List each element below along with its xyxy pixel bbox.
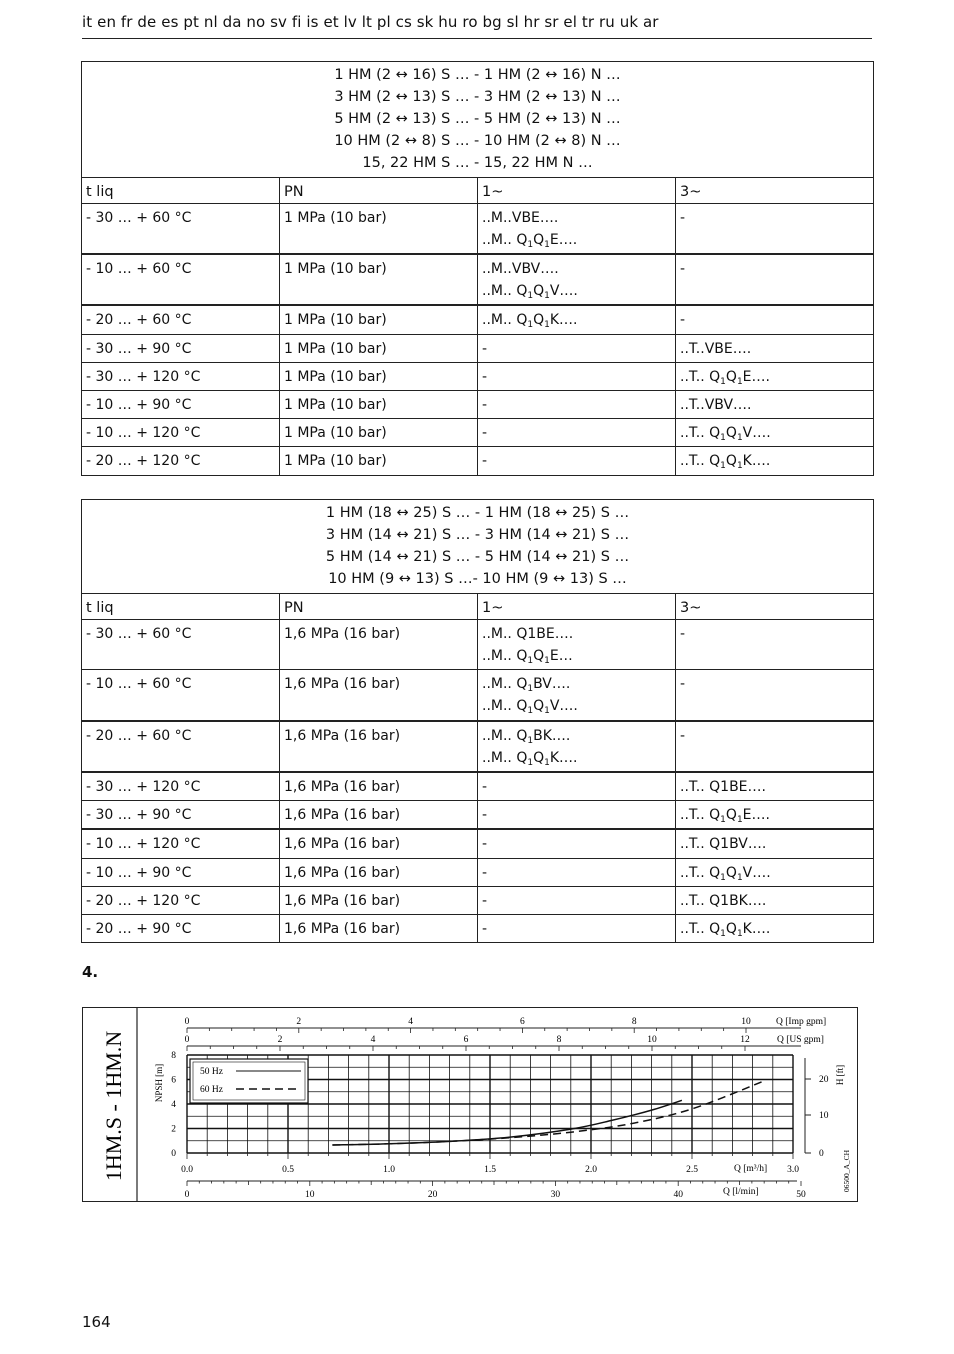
cell-text: 1 MPa (10 bar)	[284, 397, 387, 413]
cell-single-phase	[478, 721, 676, 772]
section-number: 4.	[82, 963, 99, 981]
cell-text: ..M..VBV….	[482, 261, 559, 277]
cell-tliq	[82, 335, 280, 363]
cell-tliq	[82, 887, 280, 915]
model-line: 1 HM (2 ↔ 16) S … - 1 HM (2 ↔ 16) N …	[334, 67, 621, 83]
lmin-tick-label: 20	[427, 1190, 438, 1200]
cell-tliq	[82, 254, 280, 305]
spec-table-2	[81, 499, 874, 943]
cell-text: ..M.. $Q_1Q_1V\dots$.	[482, 283, 578, 301]
cell-text: - 30 … + 90 °C	[86, 341, 192, 357]
x-tick-label: 0.5	[282, 1165, 294, 1175]
cell-text: 1 MPa (10 bar)	[284, 369, 387, 385]
cell-text: ..T.. $Q_1Q_1K\dots$.	[680, 453, 771, 471]
model-line: 5 HM (2 ↔ 13) S … - 5 HM (2 ↔ 13) N …	[334, 111, 621, 127]
cell-text: 1,6 MPa (16 bar)	[284, 836, 401, 852]
table-row	[82, 391, 874, 419]
x-tick-label: 1.5	[484, 1165, 496, 1175]
x-tick-label: 3.0	[787, 1165, 799, 1175]
cell-three-phase	[676, 419, 874, 447]
column-header-pn: PN	[280, 178, 478, 204]
cell-text: -	[680, 261, 686, 277]
cell-three-phase	[676, 363, 874, 391]
cell-text: - 20 … + 120 °C	[86, 893, 201, 909]
cell-pn	[280, 391, 478, 419]
cell-text: - 20 … + 60 °C	[86, 312, 192, 328]
right-tick-label: 0	[819, 1149, 824, 1159]
cell-single-phase	[478, 447, 676, 476]
cell-text: - 10 … + 120 °C	[86, 425, 201, 441]
column-header-three-phase: 3~	[676, 594, 874, 620]
page-number: 164	[82, 1313, 111, 1331]
lmin-tick-label: 10	[305, 1190, 315, 1200]
y-axis-label: NPSH [m]	[154, 1063, 164, 1103]
y-tick-label: 6	[171, 1075, 176, 1086]
legend-label: 60 Hz	[200, 1085, 223, 1095]
cell-single-phase	[478, 363, 676, 391]
cell-tliq	[82, 391, 280, 419]
table-row	[82, 772, 874, 801]
cell-text: ..T.. $Q_1Q_1V\dots$.	[680, 425, 771, 443]
cell-tliq	[82, 670, 280, 722]
column-header-pn: PN	[280, 594, 478, 620]
npsh-chart	[82, 1007, 858, 1202]
y-tick-label: 4	[171, 1100, 176, 1110]
y-tick-label: 2	[171, 1124, 176, 1135]
cell-text: ..T.. Q1BE….	[680, 779, 766, 795]
cell-tliq	[82, 721, 280, 772]
cell-text: -	[482, 921, 488, 937]
cell-text: ..M.. $Q_1BV\dots$.	[482, 676, 571, 694]
y-tick-label: 8	[171, 1051, 176, 1061]
model-line: 3 HM (14 ↔ 21) S … - 3 HM (14 ↔ 21) S …	[325, 527, 630, 543]
table-row	[82, 305, 874, 335]
cell-text: - 10 … + 60 °C	[86, 261, 192, 277]
cell-text: - 30 … + 90 °C	[86, 807, 192, 823]
cell-text: - 20 … + 90 °C	[86, 921, 192, 937]
cell-text: -	[680, 728, 686, 744]
top-axis-label: Q [US gpm]	[777, 1035, 824, 1045]
x-tick-label: 2.0	[585, 1165, 597, 1175]
table-row	[82, 859, 874, 887]
cell-text: 1,6 MPa (16 bar)	[284, 865, 401, 881]
cell-text: 1,6 MPa (16 bar)	[284, 626, 401, 642]
language-codes: it en fr de es pt nl da no sv fi is et lv lt pl cs sk hu ro bg sl hr sr el tr ru uk ar	[82, 13, 659, 31]
cell-three-phase	[676, 391, 874, 419]
cell-tliq	[82, 772, 280, 801]
cell-text: - 10 … + 120 °C	[86, 836, 201, 852]
cell-text: 1 MPa (10 bar)	[284, 312, 387, 328]
column-header-tliq: t liq	[82, 178, 280, 204]
cell-text: -	[482, 779, 488, 795]
cell-three-phase	[676, 829, 874, 859]
cell-text: -	[680, 210, 686, 226]
series-60hz-curve	[332, 1081, 764, 1145]
cell-tliq	[82, 305, 280, 335]
cell-single-phase	[478, 620, 676, 670]
top-tick-label: 12	[740, 1035, 750, 1045]
table-row	[82, 419, 874, 447]
cell-pn	[280, 721, 478, 772]
cell-text: ..T..VBV….	[680, 397, 752, 413]
table-row	[82, 204, 874, 255]
top-tick-label: 0	[184, 1035, 190, 1045]
cell-single-phase	[478, 772, 676, 801]
top-tick-label: 2	[296, 1017, 302, 1027]
cell-text: - 20 … + 120 °C	[86, 453, 201, 469]
cell-text: -	[482, 425, 488, 441]
top-tick-label: 2	[277, 1035, 283, 1045]
cell-text: 1,6 MPa (16 bar)	[284, 779, 401, 795]
cell-pn	[280, 801, 478, 830]
model-line: 1 HM (18 ↔ 25) S … - 1 HM (18 ↔ 25) S …	[325, 505, 630, 521]
table-row	[82, 363, 874, 391]
top-tick-label: 0	[184, 1017, 190, 1027]
cell-text: -	[482, 397, 488, 413]
column-header-single-phase: 1~	[478, 594, 676, 620]
cell-pn	[280, 447, 478, 476]
table-row	[82, 915, 874, 943]
cell-tliq	[82, 204, 280, 255]
cell-text: 1,6 MPa (16 bar)	[284, 676, 401, 692]
table-row	[82, 829, 874, 859]
top-tick-label: 4	[370, 1035, 376, 1045]
table-row	[82, 447, 874, 476]
cell-text: ..M.. $Q_1Q_1K\dots$.	[482, 750, 578, 768]
cell-text: ..T.. $Q_1Q_1V\dots$.	[680, 865, 771, 883]
cell-text: 1 MPa (10 bar)	[284, 341, 387, 357]
x-tick-label: 0.0	[181, 1165, 193, 1175]
cell-text: - 20 … + 60 °C	[86, 728, 192, 744]
cell-text: - 30 … + 60 °C	[86, 210, 192, 226]
cell-text: -	[482, 453, 488, 469]
cell-text: -	[482, 836, 488, 852]
cell-text: 1,6 MPa (16 bar)	[284, 893, 401, 909]
cell-text: - 30 … + 120 °C	[86, 369, 201, 385]
model-line: 10 HM (2 ↔ 8) S … - 10 HM (2 ↔ 8) N …	[334, 133, 621, 149]
cell-tliq	[82, 419, 280, 447]
legend-box	[190, 1059, 308, 1103]
cell-text: - 10 … + 90 °C	[86, 397, 192, 413]
cell-text: ..T..VBE….	[680, 341, 752, 357]
cell-single-phase	[478, 915, 676, 943]
cell-single-phase	[478, 670, 676, 722]
cell-single-phase	[478, 305, 676, 335]
x-tick-label: 2.5	[686, 1165, 698, 1175]
cell-tliq	[82, 859, 280, 887]
cell-pn	[280, 829, 478, 859]
cell-text: 1,6 MPa (16 bar)	[284, 921, 401, 937]
cell-three-phase	[676, 204, 874, 255]
lmin-tick-label: 40	[673, 1190, 683, 1200]
cell-pn	[280, 887, 478, 915]
table-row	[82, 254, 874, 305]
cell-single-phase	[478, 204, 676, 255]
top-tick-label: 6	[520, 1017, 525, 1027]
cell-pn	[280, 772, 478, 801]
cell-tliq	[82, 915, 280, 943]
cell-text: 1 MPa (10 bar)	[284, 210, 387, 226]
cell-three-phase	[676, 859, 874, 887]
right-tick-label: 10	[819, 1111, 829, 1121]
cell-text: -	[482, 807, 488, 823]
table-row	[82, 887, 874, 915]
cell-three-phase	[676, 915, 874, 943]
cell-text: 1 MPa (10 bar)	[284, 453, 387, 469]
top-axis-label: Q [Imp gpm]	[776, 1017, 827, 1027]
table-1-models	[82, 62, 874, 178]
table-row	[82, 620, 874, 670]
cell-text: ..M.. $Q_1Q_1E\dots$.	[482, 232, 578, 250]
cell-text: ..M.. $Q_1Q_1V\dots$.	[482, 698, 578, 716]
cell-text: -	[680, 626, 686, 642]
cell-pn	[280, 204, 478, 255]
cell-tliq	[82, 829, 280, 859]
table-row	[82, 721, 874, 772]
cell-text: ..M.. Q1BE….	[482, 626, 574, 642]
cell-pn	[280, 305, 478, 335]
table-row	[82, 335, 874, 363]
cell-text: ..T.. $Q_1Q_1E\dots$.	[680, 369, 770, 387]
cell-text: 1,6 MPa (16 bar)	[284, 807, 401, 823]
cell-text: -	[482, 893, 488, 909]
model-line: 15, 22 HM S … - 15, 22 HM N …	[362, 155, 593, 171]
figure-code: 06500_A_CH	[842, 1149, 851, 1193]
top-tick-label: 8	[556, 1035, 562, 1045]
table-2-models	[82, 500, 874, 594]
cell-text: -	[482, 865, 488, 881]
right-axis-label: H [ft]	[835, 1064, 845, 1086]
x-tick-label: 1.0	[383, 1165, 395, 1175]
cell-text: 1 MPa (10 bar)	[284, 261, 387, 277]
cell-three-phase	[676, 721, 874, 772]
cell-text: ..T.. Q1BK….	[680, 893, 767, 909]
cell-tliq	[82, 363, 280, 391]
x-axis-label: Q [m³/h]	[734, 1164, 768, 1174]
model-line: 5 HM (14 ↔ 21) S … - 5 HM (14 ↔ 21) S …	[325, 549, 630, 565]
cell-single-phase	[478, 391, 676, 419]
cell-three-phase	[676, 447, 874, 476]
cell-text: ..M.. $Q_1Q_1E\dots$	[482, 648, 573, 666]
cell-text: - 10 … + 90 °C	[86, 865, 192, 881]
cell-pn	[280, 363, 478, 391]
cell-tliq	[82, 801, 280, 830]
cell-pn	[280, 254, 478, 305]
cell-three-phase	[676, 335, 874, 363]
cell-pn	[280, 915, 478, 943]
cell-three-phase	[676, 670, 874, 722]
lmin-tick-label: 30	[550, 1190, 561, 1200]
cell-text: -	[680, 676, 686, 692]
cell-pn	[280, 419, 478, 447]
cell-three-phase	[676, 254, 874, 305]
npsh-chart-svg	[83, 1008, 857, 1201]
cell-text: 1 MPa (10 bar)	[284, 425, 387, 441]
lmin-axis-label: Q [l/min]	[723, 1187, 759, 1197]
table-row	[82, 670, 874, 722]
cell-text: ..M.. $Q_1Q_1K\dots$.	[482, 312, 578, 330]
spec-table-1	[81, 61, 874, 476]
right-tick-label: 20	[819, 1075, 829, 1085]
cell-text: - 30 … + 120 °C	[86, 779, 201, 795]
cell-text: ..T.. $Q_1Q_1K\dots$.	[680, 921, 771, 939]
header-rule	[82, 38, 872, 39]
cell-tliq	[82, 620, 280, 670]
cell-text: ..T.. Q1BV….	[680, 836, 767, 852]
lmin-tick-label: 0	[184, 1190, 190, 1200]
cell-single-phase	[478, 254, 676, 305]
column-header-tliq: t liq	[82, 594, 280, 620]
top-tick-label: 10	[647, 1035, 657, 1045]
cell-text: - 10 … + 60 °C	[86, 676, 192, 692]
cell-text: -	[482, 369, 488, 385]
cell-three-phase	[676, 772, 874, 801]
cell-single-phase	[478, 859, 676, 887]
cell-pn	[280, 670, 478, 722]
cell-single-phase	[478, 887, 676, 915]
cell-text: 1,6 MPa (16 bar)	[284, 728, 401, 744]
cell-three-phase	[676, 305, 874, 335]
cell-text: ..T.. $Q_1Q_1E\dots$.	[680, 807, 770, 825]
table-row	[82, 801, 874, 830]
column-header-three-phase: 3~	[676, 178, 874, 204]
cell-single-phase	[478, 419, 676, 447]
cell-three-phase	[676, 887, 874, 915]
cell-text: ..M..VBE….	[482, 210, 559, 226]
model-line: 10 HM (9 ↔ 13) S …- 10 HM (9 ↔ 13) S …	[328, 571, 627, 587]
cell-text: - 30 … + 60 °C	[86, 626, 192, 642]
legend-label: 50 Hz	[200, 1067, 223, 1077]
top-tick-label: 4	[408, 1017, 413, 1027]
cell-text: ..M.. $Q_1BK\dots$.	[482, 728, 571, 746]
top-tick-label: 8	[631, 1017, 637, 1027]
cell-single-phase	[478, 829, 676, 859]
cell-three-phase	[676, 801, 874, 830]
column-header-single-phase: 1~	[478, 178, 676, 204]
cell-pn	[280, 620, 478, 670]
cell-pn	[280, 335, 478, 363]
cell-single-phase	[478, 335, 676, 363]
y-tick-label: 0	[171, 1149, 176, 1159]
cell-tliq	[82, 447, 280, 476]
cell-single-phase	[478, 801, 676, 830]
cell-text: -	[482, 341, 488, 357]
chart-side-title: 1HM.S - 1HM.N	[101, 1030, 126, 1182]
cell-pn	[280, 859, 478, 887]
cell-text: -	[680, 312, 686, 328]
top-tick-label: 10	[741, 1017, 751, 1027]
model-line: 3 HM (2 ↔ 13) S … - 3 HM (2 ↔ 13) N …	[334, 89, 621, 105]
top-tick-label: 6	[463, 1035, 469, 1045]
lmin-tick-label: 50	[796, 1190, 806, 1200]
cell-three-phase	[676, 620, 874, 670]
